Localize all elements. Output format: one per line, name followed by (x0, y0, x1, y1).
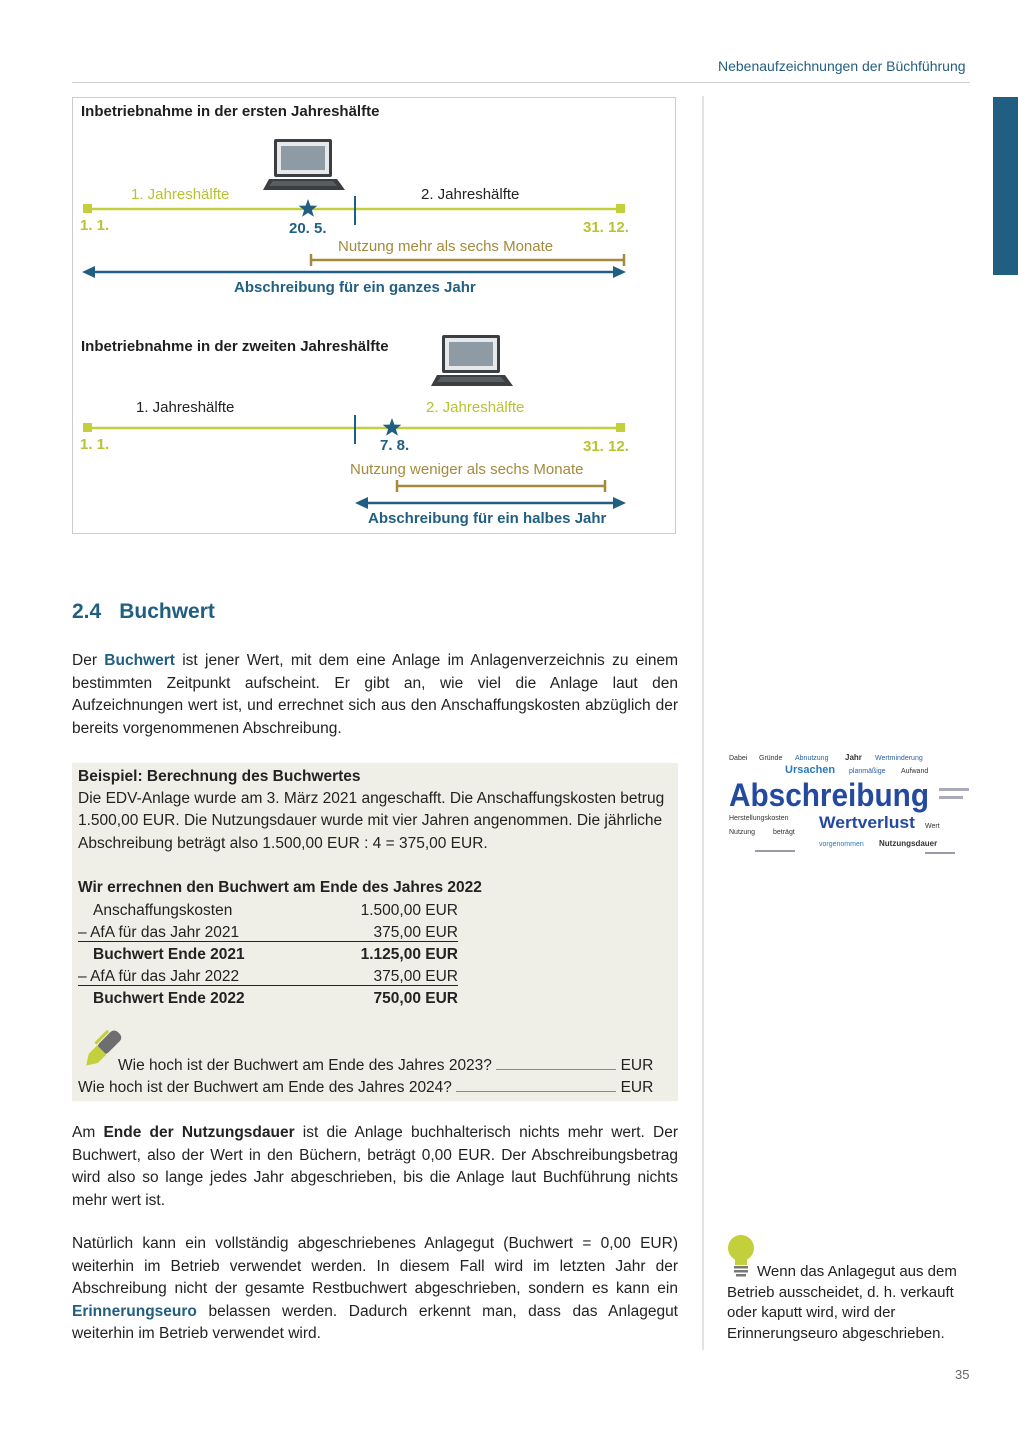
answer-blank-2[interactable] (456, 1077, 616, 1092)
example-title: Beispiel: Berechnung des Buchwertes (78, 768, 361, 785)
depreciation-label: Abschreibung für ein halbes Jahr (368, 510, 607, 527)
half-2-label: 2. Jahreshälfte (426, 399, 525, 416)
wc-word: Aufwand (901, 768, 929, 775)
intro-paragraph (72, 650, 678, 740)
wc-word: planmäßige (849, 768, 886, 775)
unit: EUR (620, 1057, 654, 1074)
half-1-label: 1. Jahreshälfte (131, 186, 230, 203)
depreciation-label: Abschreibung für ein ganzes Jahr (234, 279, 476, 296)
end-marker (616, 423, 625, 432)
scenario-2-title: Inbetriebnahme in der zweiten Jahreshälfte (81, 338, 389, 355)
start-date: 1. 1. (80, 436, 110, 453)
wc-word: Wertminderung (875, 755, 923, 762)
wc-word: Nutzung (729, 829, 756, 836)
text: Natürlich kann ein vollständig abgeschriebenes Anlagegut (Buchwert = 0,00 EUR) weiterhin im Betrieb verwendet werden. In diesem Fall wird im letzten Jahr der Abschreibung nicht der gesamte Restbuchwert abgeschrieben, sondern es kann ein (72, 1235, 678, 1297)
calc-label: – AfA für das Jahr 2021 (78, 924, 240, 941)
wc-word: beträgt (773, 829, 795, 836)
wc-word: Nutzungsdauer (879, 839, 938, 848)
usage-label: Nutzung mehr als sechs Monate (338, 238, 554, 255)
wc-second-word: Wertverlust (819, 813, 916, 832)
example-text: Die EDV-Anlage wurde am 3. März 2021 angeschafft. Die Anschaffungskosten betrug 1.500,00 EUR. Die Nutzungsdauer wurde mit vier Jahren angenommen. Die jährliche Abschreibung beträgt also 1.500,00 EUR : 4 = 375,00 EUR. (78, 790, 665, 852)
calc-label: Buchwert Ende 2022 (93, 990, 245, 1007)
page-number: 35 (955, 1367, 970, 1382)
answer-blank-1[interactable] (496, 1055, 616, 1070)
commissioning-date: 7. 8. (380, 437, 410, 454)
paragraph-end-of-life (72, 1122, 678, 1212)
wc-word: Abnutzung (795, 755, 829, 762)
scenario-1-title: Inbetriebnahme in der ersten Jahreshälfte (81, 103, 380, 120)
text: ist die Anlage buchhalterisch nichts mehr wert. Der Buchwert, also der Wert in den Büchern, beträgt 0,00 EUR. Der Abschreibungsbetrag wird also so lange jedes Jahr abgeschrieben, bis die Anlage laut Buchführung nichts mehr wert ist. (72, 1124, 678, 1209)
margin-tip (727, 1262, 977, 1344)
calc-amount: 375,00 EUR (373, 968, 458, 985)
wc-main-word: Abschreibung (729, 777, 929, 813)
half-1-label: 1. Jahreshälfte (136, 399, 235, 416)
paragraph-erinnerungseuro (72, 1233, 678, 1346)
term-buchwert: Buchwert (104, 652, 175, 669)
calc-row (78, 944, 458, 966)
commissioning-date: 20. 5. (289, 220, 327, 237)
end-date: 31. 12. (583, 438, 629, 455)
example-box (72, 763, 678, 1101)
pen-icon (78, 1027, 122, 1075)
text: Am (72, 1124, 104, 1141)
laptop-icon (263, 139, 345, 190)
star-icon (383, 418, 402, 436)
calc-row (78, 988, 458, 1010)
end-date: 31. 12. (583, 219, 629, 236)
calc-label: Buchwert Ende 2021 (93, 946, 245, 963)
calc-row (78, 966, 458, 986)
bold-term: Ende der Nutzungsdauer (103, 1124, 295, 1141)
calc-amount: 375,00 EUR (373, 924, 458, 941)
tip-text: Wenn das Anlagegut aus dem Betrieb ausscheidet, d. h. verkauft oder kaputt wird, wird der Erinnerungseuro abgeschrieben. (727, 1263, 957, 1342)
usage-label: Nutzung weniger als sechs Monate (350, 461, 584, 478)
text: Der (72, 652, 105, 669)
wc-word: Gründe (759, 755, 783, 762)
calc-label: – AfA für das Jahr 2022 (78, 968, 240, 985)
start-date: 1. 1. (80, 217, 110, 234)
start-marker (83, 204, 92, 213)
wc-word: Ursachen (785, 764, 836, 776)
word-cloud-image (725, 752, 975, 858)
text: ist jener Wert, mit dem eine Anlage im Anlagenverzeichnis zu einem bestimmten Zeitpunkt aufscheint. Er gibt an, wie viel die Anlage laut den Aufzeichnungen wert ist, und errechnet sich aus den Anschaffungskosten abzüglich der bereits vorgenommenen Abschreibung. (72, 652, 678, 737)
timeline-diagram (72, 97, 676, 534)
end-marker (616, 204, 625, 213)
wc-word: Dabei (729, 755, 748, 762)
section-heading (72, 600, 215, 624)
question-1 (118, 1055, 653, 1077)
calc-title: Wir errechnen den Buchwert am Ende des Jahres 2022 (78, 879, 482, 896)
chapter-tab (993, 97, 1018, 275)
question-text: Wie hoch ist der Buchwert am Ende des Jahres 2023? (118, 1057, 492, 1074)
calc-amount: 1.125,00 EUR (360, 946, 458, 963)
wc-word: Jahr (845, 753, 862, 762)
start-marker (83, 423, 92, 432)
running-head: Nebenaufzeichnungen der Büchführung (718, 58, 966, 74)
calc-row (78, 922, 458, 942)
section-number: 2.4 (72, 600, 102, 623)
term-erinnerungseuro: Erinnerungseuro (72, 1302, 197, 1320)
calc-label: Anschaffungskosten (93, 902, 233, 919)
laptop-icon (431, 335, 513, 386)
wc-word: vorgenommen (819, 841, 864, 848)
wc-word: Wert (925, 823, 940, 830)
calc-amount: 1.500,00 EUR (360, 902, 458, 919)
calc-amount: 750,00 EUR (373, 990, 458, 1007)
question-text: Wie hoch ist der Buchwert am Ende des Jahres 2024? (78, 1079, 452, 1096)
calc-row (78, 900, 458, 922)
star-icon (299, 199, 318, 217)
section-title: Buchwert (119, 600, 215, 623)
unit: EUR (620, 1079, 654, 1096)
question-2 (78, 1077, 653, 1099)
text: belassen werden. Dadurch erkennt man, dass das Anlagegut weiterhin im Betrieb verwendet wird. (72, 1302, 678, 1342)
margin-divider (702, 96, 704, 1350)
header-divider (72, 82, 970, 83)
half-2-label: 2. Jahreshälfte (421, 186, 520, 203)
wc-word: Herstellungskosten (729, 815, 789, 822)
